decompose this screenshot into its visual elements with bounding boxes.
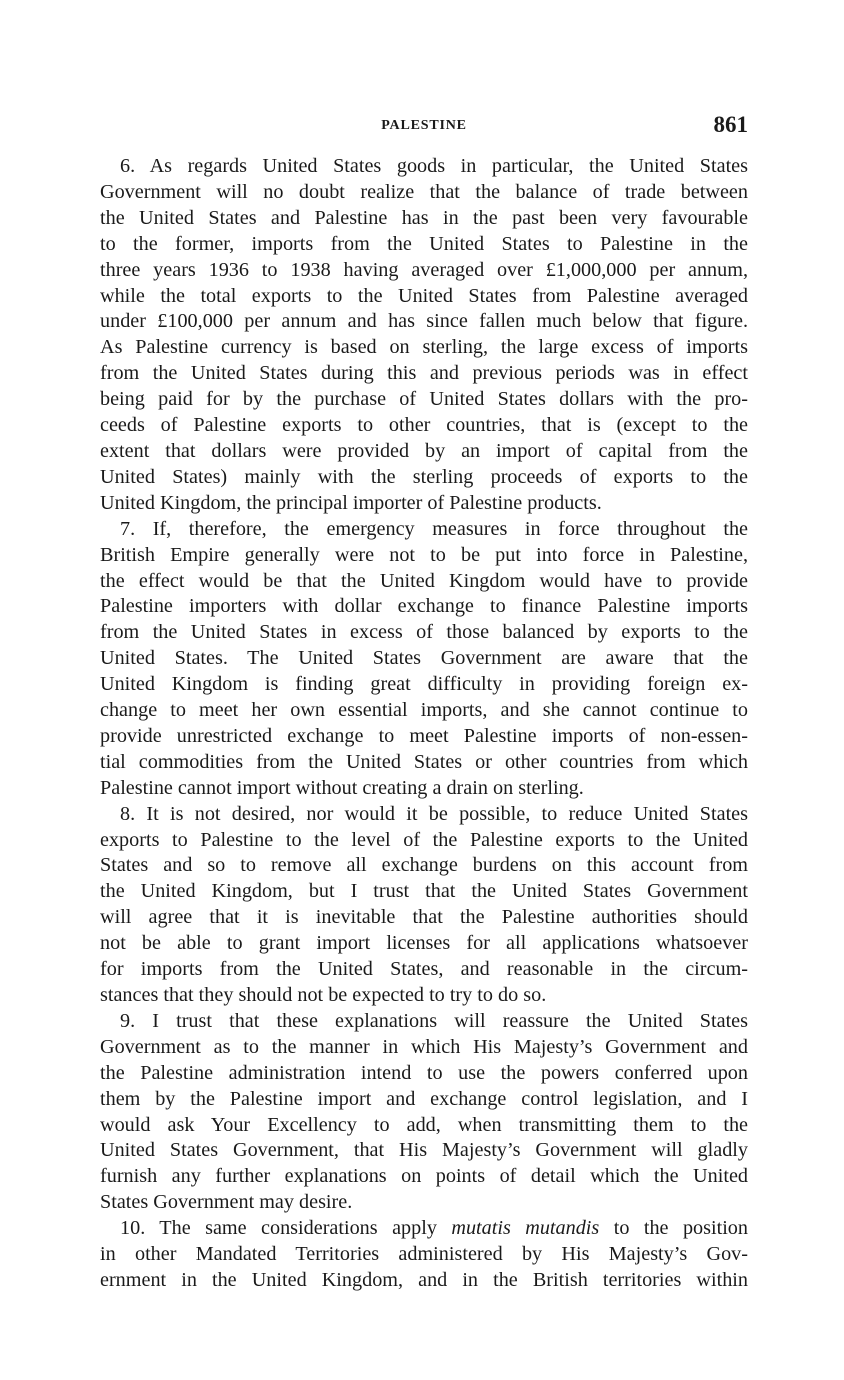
paragraph-10 [100, 1216, 748, 1294]
text-line: Government will no doubt realize that the balance of trade between [100, 180, 748, 203]
paragraph-9 [100, 1009, 748, 1216]
text-line: to the former, imports from the United States to Palestine in the [100, 232, 748, 255]
text-line: United States) mainly with the sterling proceeds of exports to the [100, 465, 748, 488]
text-line: from the United States during this and previous periods was in effect [100, 362, 748, 385]
paragraph-6 [100, 154, 748, 517]
text-line: United States. The United States Government are aware that the [100, 647, 748, 670]
text-line: Palestine cannot import without creating a drain on sterling. [100, 776, 584, 799]
text-line: change to meet her own essential imports, and she cannot continue to [100, 699, 748, 722]
text-line: three years 1936 to 1938 having averaged over £1,000,000 per annum, [100, 258, 748, 281]
text-run: to the position [599, 1217, 748, 1240]
text-line: Government as to the manner in which His Majesty’s Government and [100, 1035, 748, 1058]
text-line: United States Government, that His Majesty’s Government will gladly [100, 1139, 748, 1162]
text-line: for imports from the United States, and reasonable in the circum- [100, 958, 748, 981]
text-line: under £100,000 per annum and has since fallen much below that figure. [100, 310, 748, 333]
text-line: 7. If, therefore, the emergency measures in force throughout the [120, 517, 748, 540]
text-line: the Palestine administration intend to use the powers conferred upon [100, 1061, 748, 1084]
text-line: provide unrestricted exchange to meet Palestine imports of non-essen- [100, 724, 748, 747]
text-line: 9. I trust that these explanations will reassure the United States [120, 1009, 748, 1032]
body-text [100, 154, 748, 1294]
text-line: furnish any further explanations on points of detail which the United [100, 1165, 748, 1188]
page-number: 861 [713, 112, 748, 137]
text-line: not be able to grant import licenses for all applications whatsoever [100, 932, 748, 955]
text-line: tial commodities from the United States or other countries from which [100, 750, 748, 773]
text-line: ernment in the United Kingdom, and in the British territories within [100, 1268, 748, 1291]
text-line: would ask Your Excellency to add, when transmitting them to the [100, 1113, 748, 1136]
text-line: them by the Palestine import and exchange control legislation, and I [100, 1087, 748, 1110]
text-line: extent that dollars were provided by an import of capital from the [100, 439, 748, 462]
text-line: United Kingdom, the principal importer of Palestine products. [100, 491, 602, 514]
text-line: British Empire generally were not to be put into force in Palestine, [100, 543, 748, 566]
text-line: exports to Palestine to the level of the Palestine exports to the United [100, 828, 748, 851]
running-head: PALESTINE [381, 118, 467, 133]
text-line: 8. It is not desired, nor would it be possible, to reduce United States [120, 802, 748, 825]
italic-phrase: mutatis mutandis [451, 1217, 600, 1240]
text-line: United Kingdom is finding great difficulty in providing foreign ex- [100, 673, 748, 696]
text-line: ceeds of Palestine exports to other countries, that is (except to the [100, 414, 748, 437]
text-line: States and so to remove all exchange burdens on this account from [100, 854, 748, 877]
text-line [100, 1216, 748, 1242]
paragraph-7 [100, 517, 748, 802]
text-line: the effect would be that the United Kingdom would have to provide [100, 569, 748, 592]
text-line: from the United States in excess of those balanced by exports to the [100, 621, 748, 644]
text-line: in other Mandated Territories administered by His Majesty’s Gov- [100, 1243, 748, 1266]
text-run: 10. The same considerations apply [120, 1217, 452, 1240]
text-line: will agree that it is inevitable that the Palestine authorities should [100, 906, 748, 929]
text-line: Palestine importers with dollar exchange to finance Palestine imports [100, 595, 748, 618]
text-line: being paid for by the purchase of United States dollars with the pro- [100, 388, 748, 411]
paragraph-8 [100, 802, 748, 1009]
text-line: stances that they should not be expected to try to do so. [100, 984, 547, 1006]
text-line: States Government may desire. [100, 1191, 353, 1214]
page-header [100, 112, 748, 142]
text-line: while the total exports to the United States from Palestine averaged [100, 284, 748, 307]
text-line: the United States and Palestine has in the past been very favourable [100, 206, 748, 229]
text-line: As Palestine currency is based on sterling, the large excess of imports [100, 336, 748, 359]
text-line: the United Kingdom, but I trust that the United States Government [100, 880, 748, 903]
text-line: 6. As regards United States goods in particular, the United States [120, 155, 748, 177]
